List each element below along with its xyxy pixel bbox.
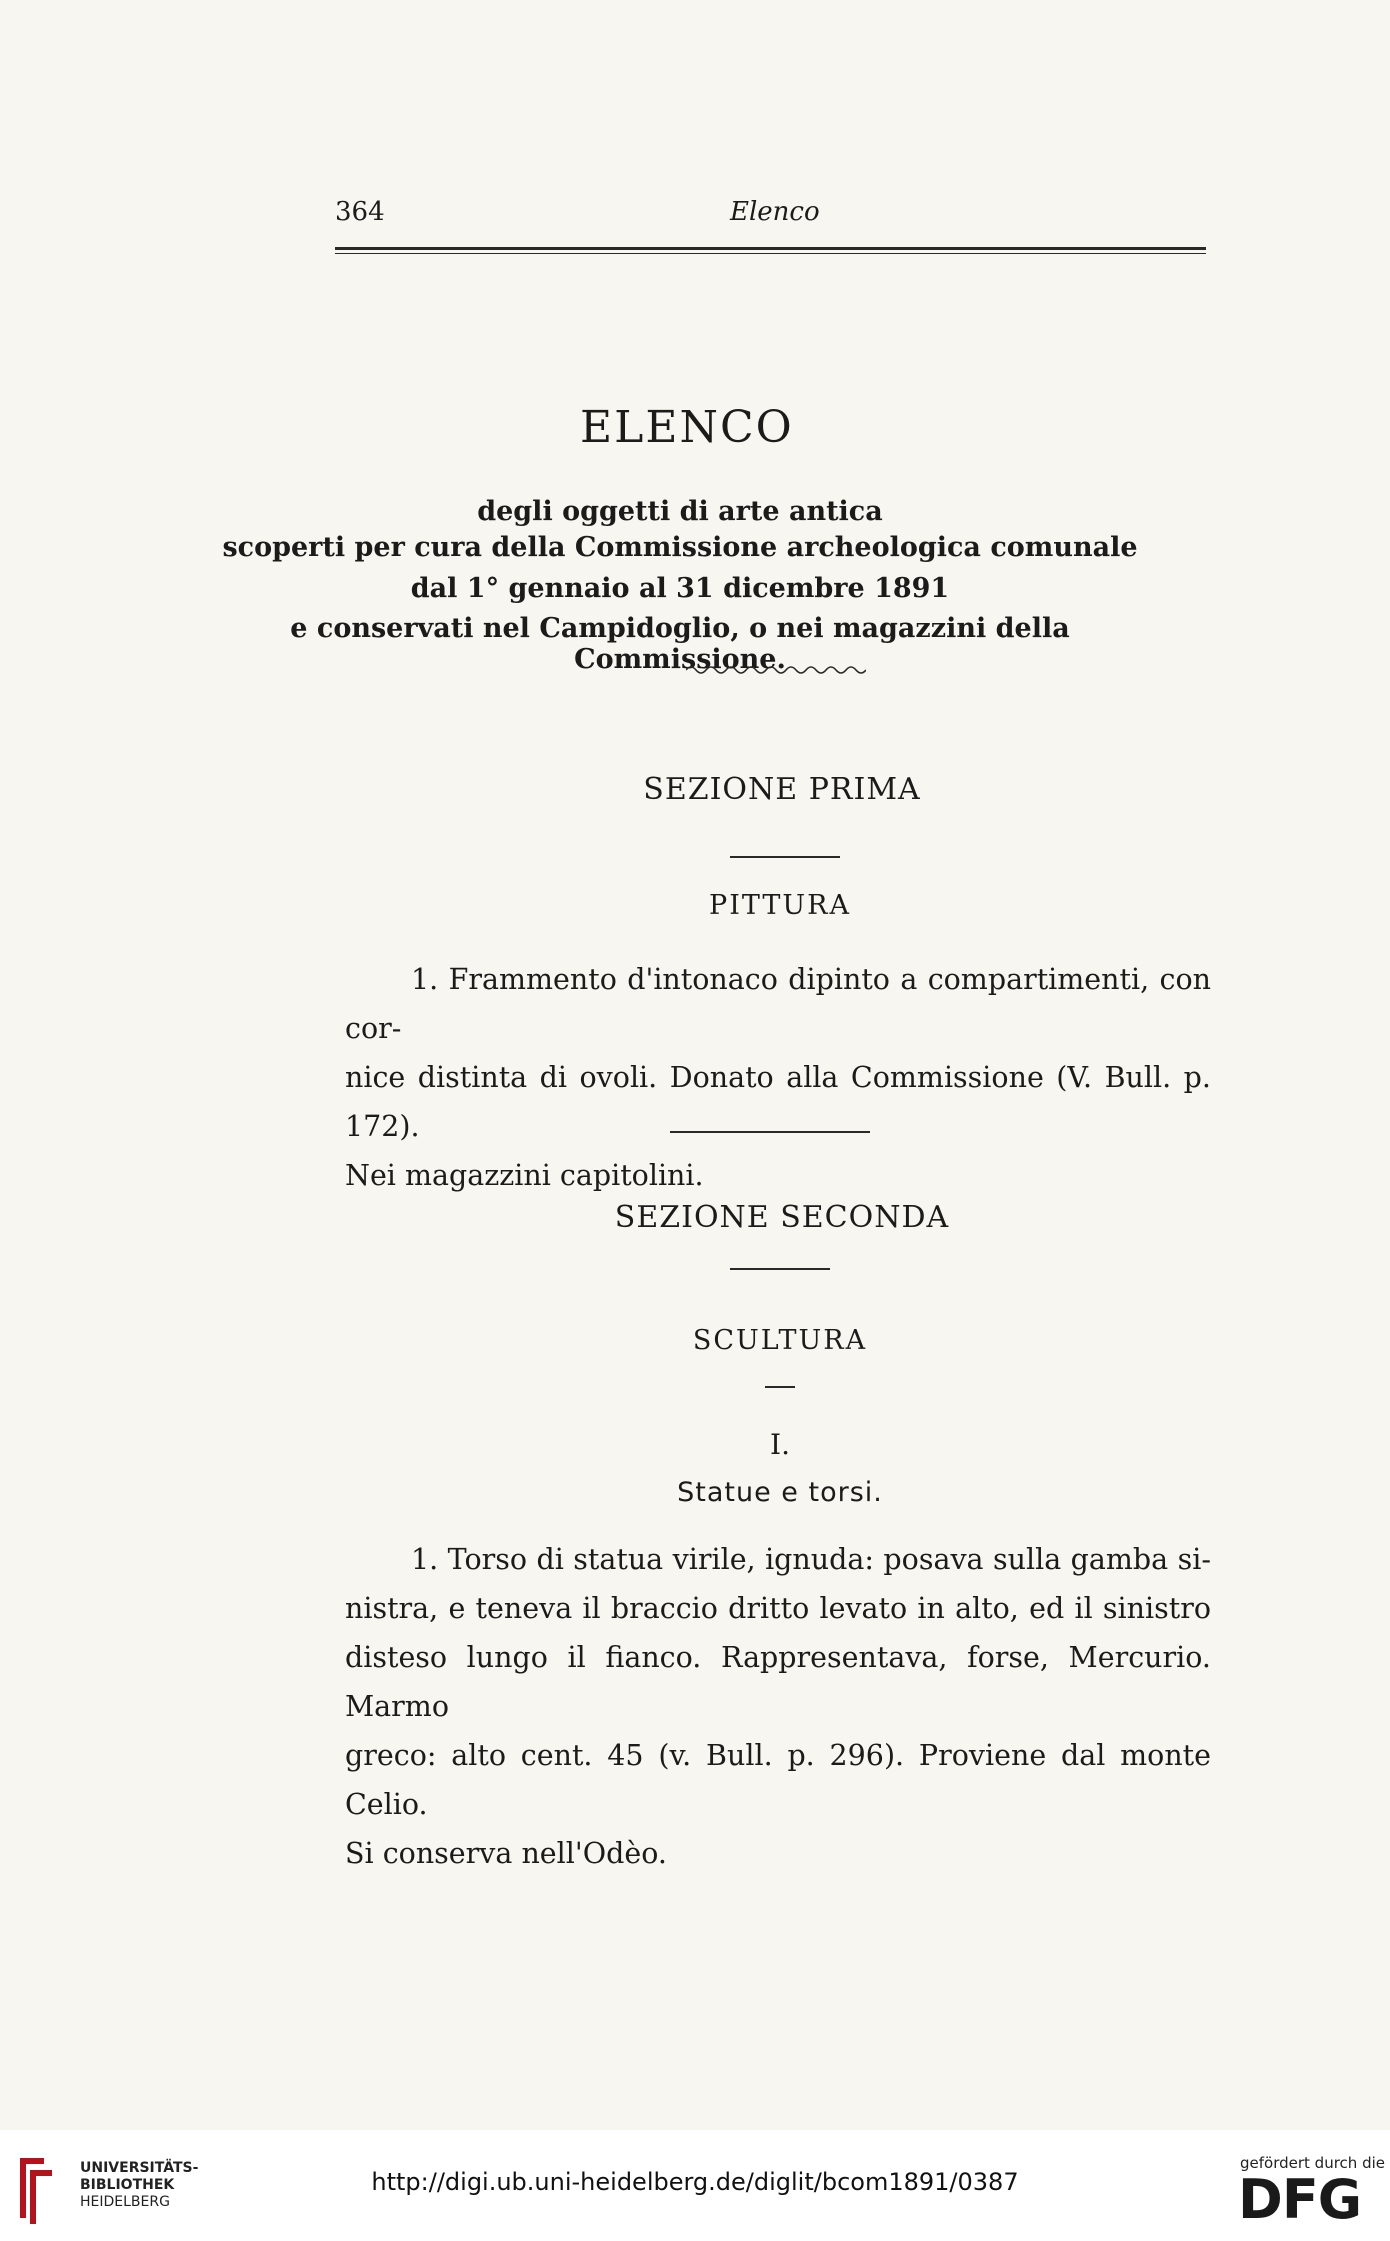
text-line: 1. Torso di statua virile, ignuda: posava sulla gamba si- xyxy=(411,1543,1211,1576)
text-line: greco: alto cent. 45 (v. Bull. p. 296). Proviene dal monte Celio. xyxy=(345,1739,1211,1821)
title-line-4: e conservati nel Campidoglio, o nei magazzini della Commissione. xyxy=(290,613,1070,675)
title-line-2: scoperti per cura della Commissione archeologica comunale xyxy=(222,532,1138,563)
library-name-line-3: HEIDELBERG xyxy=(80,2194,170,2210)
text-line: 1. Frammento d'intonaco dipinto a compartimenti, con cor- xyxy=(345,963,1211,1045)
section-heading-2: SEZIONE SECONDA xyxy=(614,1200,950,1235)
text-line: Si conserva nell'Odèo. xyxy=(345,1837,667,1870)
text-line: nistra, e teneva il braccio dritto levato in alto, ed il sinistro xyxy=(345,1592,1211,1625)
section-heading-1: SEZIONE PRIMA xyxy=(643,772,921,807)
page-number: 364 xyxy=(335,197,385,227)
document-title: ELENCO xyxy=(580,402,794,453)
title-line-1: degli oggetti di arte antica xyxy=(477,496,883,527)
subsection-heading-pittura: PITTURA xyxy=(709,890,851,921)
library-name-line-1: UNIVERSITÄTS- xyxy=(80,2160,199,2176)
running-title: Elenco xyxy=(730,197,820,227)
entry-paragraph-pittura-1 xyxy=(345,955,1211,1200)
decorative-wave-rule xyxy=(686,662,866,678)
permalink-url[interactable]: http://digi.ub.uni-heidelberg.de/diglit/bcom1891/0387 xyxy=(371,2168,1019,2196)
section-rule-1 xyxy=(730,856,840,858)
separator-rule xyxy=(670,1131,870,1133)
group-title: Statue e torsi. xyxy=(677,1477,883,1508)
text-line: Nei magazzini capitolini. xyxy=(345,1159,704,1192)
library-name-line-2: BIBLIOTHEK xyxy=(80,2177,175,2193)
short-rule xyxy=(765,1386,795,1388)
subsection-heading-scultura: SCULTURA xyxy=(692,1325,868,1356)
dfg-logo: DFG xyxy=(1238,2168,1362,2231)
entry-paragraph-scultura-1 xyxy=(345,1535,1211,1878)
group-number: I. xyxy=(770,1428,790,1461)
section-rule-2 xyxy=(730,1268,830,1270)
funding-caption: gefördert durch die xyxy=(1240,2154,1385,2172)
title-line-3: dal 1° gennaio al 31 dicembre 1891 xyxy=(410,573,950,604)
header-rule-thick xyxy=(335,247,1206,250)
viewer-footer xyxy=(0,2130,1390,2241)
text-line: disteso lungo il fianco. Rappresentava, forse, Mercurio. Marmo xyxy=(345,1641,1211,1723)
header-rule-thin xyxy=(335,253,1206,254)
text-line: nice distinta di ovoli. Donato alla Commissione (V. Bull. p. 172). xyxy=(345,1061,1211,1143)
